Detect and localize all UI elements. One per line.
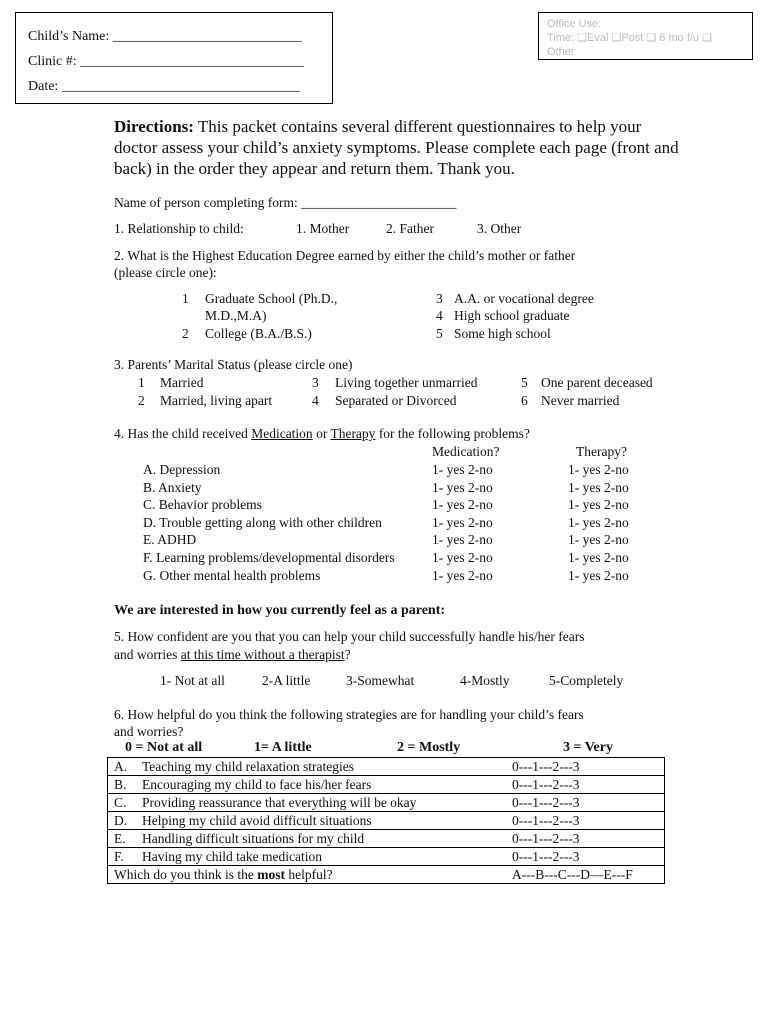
q2-option-num: 5 [436,326,443,341]
q4-row-label: A. Depression [143,462,221,477]
strategy-letter: D. [114,812,128,828]
q2-option-graduate-cont: M.D.,M.A) [205,308,267,323]
q4-row-therapy[interactable]: 1- yes 2-no [568,497,629,512]
name-completing-field[interactable]: Name of person completing form: _______________________ [114,195,457,210]
strategy-text: Helping my child avoid difficult situations [142,812,372,828]
q4-row-label: D. Trouble getting along with other children [143,515,382,530]
q4-prompt [114,426,530,442]
q4-row-label: F. Learning problems/developmental disorders [143,550,395,565]
date-field[interactable]: Date: __________________________________ [28,79,300,94]
strategy-letter: A. [114,758,128,774]
strategy-scale[interactable]: 0---1---2---3 [512,758,665,776]
q5-option[interactable]: 3-Somewhat [346,673,415,688]
strategy-cell [108,794,513,812]
strategy-text: Handling difficult situations for my child [142,830,365,846]
q4-row-therapy[interactable]: 1- yes 2-no [568,568,629,583]
q3-option-num: 2 [138,393,145,408]
most-helpful-scale[interactable]: A---B---C---D—E---F [512,866,665,884]
strategy-cell [108,776,513,794]
q4-row-therapy[interactable]: 1- yes 2-no [568,515,629,530]
q4-row-therapy[interactable]: 1- yes 2-no [568,462,629,477]
strategy-text: Providing reassurance that everything will be okay [142,794,417,810]
q3-option-num: 6 [521,393,528,408]
q2-option-college[interactable]: College (B.A./B.S.) [205,326,312,341]
strategy-letter: C. [114,794,127,810]
q1-option-other[interactable]: 3. Other [477,221,522,236]
q2-option-aa[interactable]: A.A. or vocational degree [454,291,594,306]
q5-prompt-line1: 5. How confident are you that you can help your child successfully handle his/her fears [114,629,585,644]
q4-row-therapy[interactable]: 1- yes 2-no [568,550,629,565]
directions [114,116,684,179]
q6-scale-label: 1= A little [254,740,312,755]
q3-option-num: 4 [312,393,319,408]
strategy-letter: E. [114,830,126,846]
most-helpful-post: helpful? [284,866,333,882]
q5-option[interactable]: 5-Completely [549,673,624,688]
q4-row-label: G. Other mental health problems [143,568,321,583]
q4-row-label: E. ADHD [143,532,197,547]
q4-row-medication[interactable]: 1- yes 2-no [432,462,493,477]
q5-prompt-line2-pre: and worries [114,647,181,662]
strategy-cell [108,848,513,866]
q4-prompt-post: for the following problems? [375,426,530,441]
q4-row-medication[interactable]: 1- yes 2-no [432,515,493,530]
q2-option-graduate[interactable]: Graduate School (Ph.D., [205,291,338,306]
table-row [108,758,665,776]
table-row [108,794,665,812]
q4-row-medication[interactable]: 1- yes 2-no [432,550,493,565]
q2-option-num: 2 [182,326,189,341]
q5-prompt-line2 [114,647,351,663]
q3-option-living-together[interactable]: Living together unmarried [335,375,478,390]
q2-prompt-line2: (please circle one): [114,265,217,280]
q6-prompt-line1: 6. How helpful do you think the following strategies are for handling your child’s fears [114,707,584,722]
q3-prompt: 3. Parents’ Marital Status (please circle one) [114,357,353,372]
q6-scale-label: 0 = Not at all [125,740,203,755]
q4-row-label: B. Anxiety [143,480,202,495]
table-row [108,848,665,866]
q5-prompt-line2-underlined: at this time without a therapist [180,647,345,662]
strategy-text: Having my child take medication [142,848,322,864]
strategy-scale[interactable]: 0---1---2---3 [512,794,665,812]
q6-scale-label: 2 = Mostly [397,740,461,755]
child-name-field[interactable]: Child’s Name: ___________________________ [28,29,302,44]
strategy-cell [108,830,513,848]
strategy-letter: F. [114,848,124,864]
table-row [108,776,665,794]
office-use-other: Other [547,46,575,58]
office-use-time: Time: ❑Eval ❑Post ❑ 6 mo f/u ❑ [547,32,712,44]
q4-row-medication[interactable]: 1- yes 2-no [432,568,493,583]
q4-col-medication: Medication? [432,444,500,459]
q4-prompt-medication: Medication [251,426,313,441]
office-use-label: Office Use: [547,18,602,30]
clinic-number-field[interactable]: Clinic #: ________________________________ [28,54,305,69]
most-helpful-pre: Which do you think is the [114,866,258,882]
most-helpful-bold: most [257,866,285,882]
strategy-text: Encouraging my child to face his/her fears [142,776,372,792]
directions-body: This packet contains several different questionnaires to help your doctor assess your child’s anxiety symptoms. Please complete each page (front and back) in the order they appear and return them. Thank you. [114,117,679,178]
strategy-cell [108,812,513,830]
q3-option-separated[interactable]: Separated or Divorced [335,393,457,408]
q4-row-medication[interactable]: 1- yes 2-no [432,532,493,547]
q4-prompt-mid: or [312,426,331,441]
strategy-cell [108,758,513,776]
directions-lead: Directions: [114,117,194,136]
table-row [108,830,665,848]
strategy-letter: B. [114,776,127,792]
q4-row-therapy[interactable]: 1- yes 2-no [568,480,629,495]
q4-row-therapy[interactable]: 1- yes 2-no [568,532,629,547]
q5-prompt-line2-post: ? [344,647,351,662]
most-helpful-cell [108,866,513,884]
q2-option-num: 3 [436,291,443,306]
q1-option-father[interactable]: 2. Father [386,221,434,236]
q3-option-num: 1 [138,375,145,390]
q2-option-some-highschool[interactable]: Some high school [454,326,551,341]
q3-option-num: 3 [312,375,319,390]
parent-section-heading: We are interested in how you currently feel as a parent: [114,603,446,618]
table-row [108,812,665,830]
strategies-table [107,757,665,884]
q4-col-therapy: Therapy? [576,444,627,459]
child-info-box [15,12,333,104]
q5-option[interactable]: 2-A little [262,673,311,688]
q2-option-highschool[interactable]: High school graduate [454,308,570,323]
q1-prompt: 1. Relationship to child: [114,221,244,236]
table-row [108,866,665,884]
strategy-scale[interactable]: 0---1---2---3 [512,812,665,830]
q6-scale-label: 3 = Very [563,740,613,755]
office-use-box [538,12,753,60]
q3-option-num: 5 [521,375,528,390]
strategy-text: Teaching my child relaxation strategies [142,758,354,774]
strategy-scale[interactable]: 0---1---2---3 [512,776,665,794]
q4-prompt-pre: 4. Has the child received [114,426,252,441]
q4-row-label: C. Behavior problems [143,497,262,512]
q4-prompt-therapy: Therapy [330,426,376,441]
q5-option[interactable]: 1- Not at all [160,673,225,688]
q3-option-living-apart[interactable]: Married, living apart [160,393,273,408]
strategy-scale[interactable]: 0---1---2---3 [512,848,665,866]
q3-option-married[interactable]: Married [160,375,204,390]
q6-prompt-line2: and worries? [114,724,184,739]
strategy-scale[interactable]: 0---1---2---3 [512,830,665,848]
q3-option-never-married[interactable]: Never married [541,393,620,408]
q2-option-num: 1 [182,291,189,306]
q2-prompt-line1: 2. What is the Highest Education Degree earned by either the child’s mother or father [114,248,576,263]
q2-option-num: 4 [436,308,443,323]
q4-row-medication[interactable]: 1- yes 2-no [432,480,493,495]
q3-option-deceased[interactable]: One parent deceased [541,375,653,390]
q5-option[interactable]: 4-Mostly [460,673,510,688]
q4-row-medication[interactable]: 1- yes 2-no [432,497,493,512]
q1-option-mother[interactable]: 1. Mother [296,221,350,236]
